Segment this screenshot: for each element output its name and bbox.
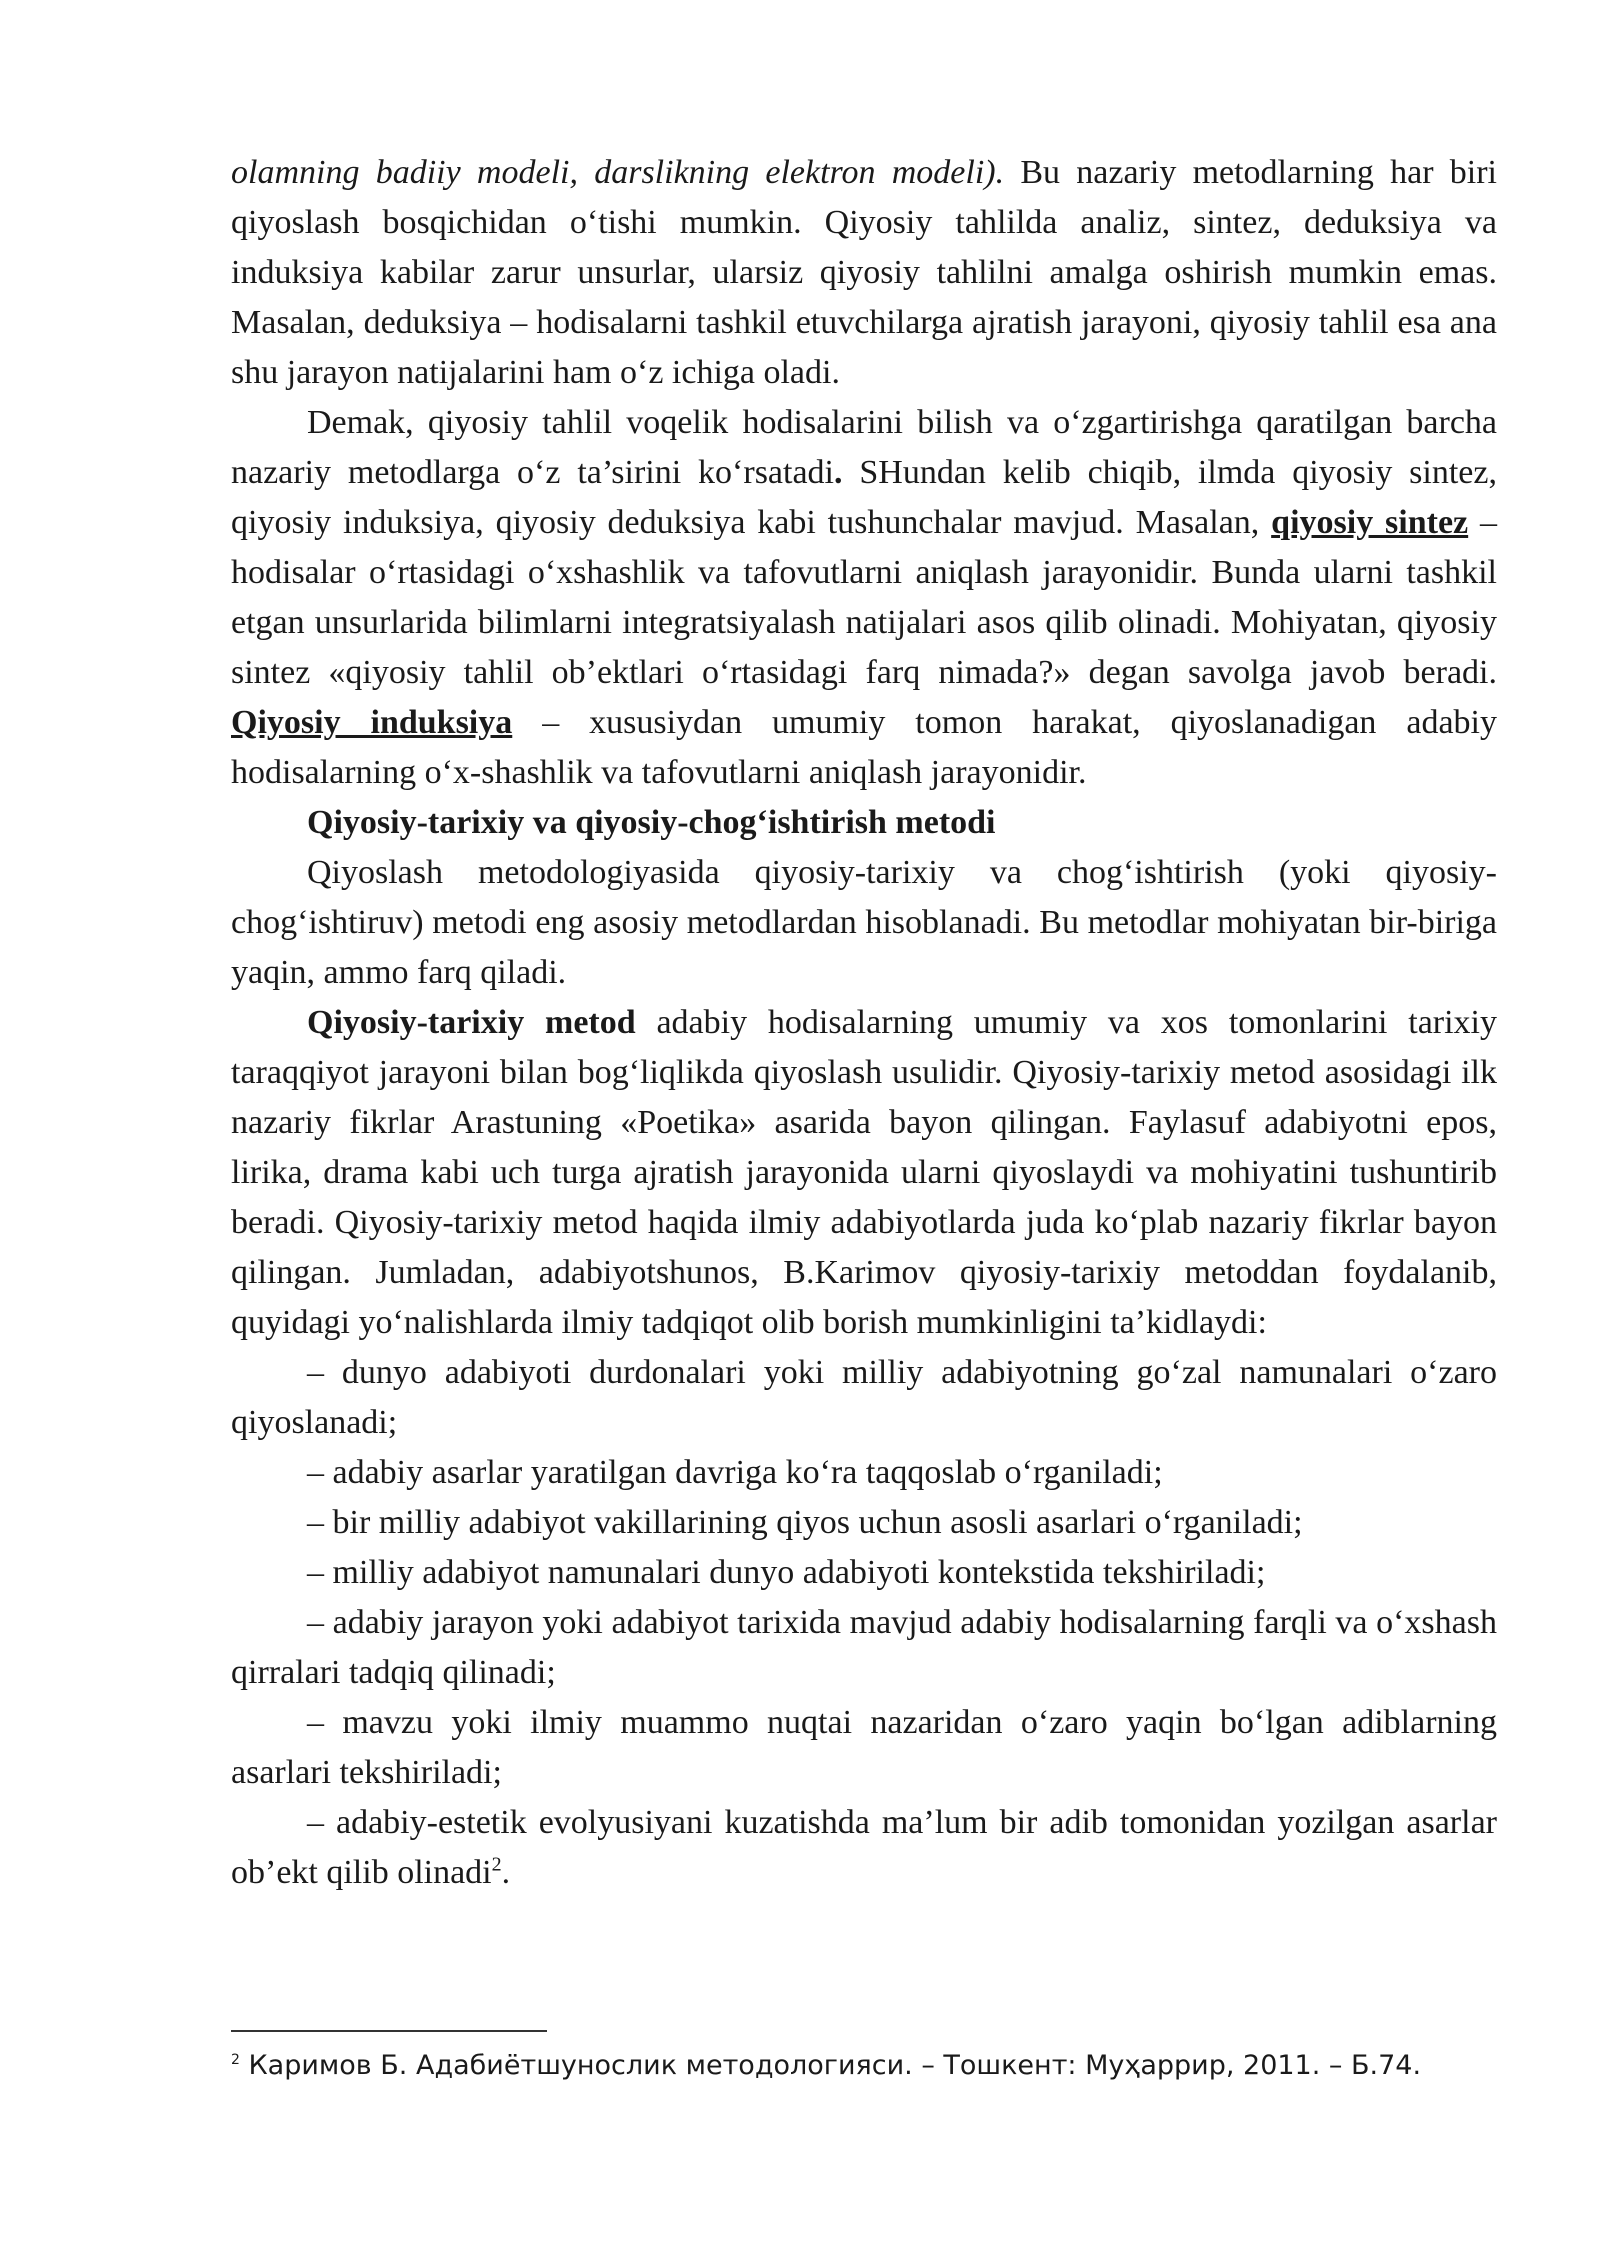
paragraph-1-text: Bu nazariy metodlarning har biri qiyoslash bosqichidan o‘tishi mumkin. Qiyosiy tahlilda analiz, sintez, deduksiya va induksiya kabilar zarur unsurlar, ularsiz qiyosiy tahlilni amalga oshirish mumkin emas. Masalan, deduksiya – hodisalarni tashkil etuvchilarga ajratish jarayoni, qiyosiy tahlil esa ana shu jarayon natijalarini ham o‘z ichiga oladi.	[231, 154, 1497, 391]
footnote-text: Каримов Б. Адабиётшунослик методологияси. – Тошкент: Муҳаррир, 2011. – Б.74.	[239, 2050, 1422, 2081]
term-qiyosiy-sintez: qiyosiy sintez	[1271, 504, 1469, 541]
list-item: – milliy adabiyot namunalari dunyo adabiyoti kontekstida tekshiriladi;	[307, 1554, 1266, 1591]
term-qiyosiy-induksiya: Qiyosiy induksiya	[231, 704, 513, 741]
paragraph-2-text-d: – xususiydan umumiy tomon harakat, qiyoslanadigan adabiy hodisalarning o‘x-shashlik va tafovutlarni aniqlash jarayonidir.	[231, 704, 1497, 791]
paragraph-4	[231, 998, 1497, 1348]
section-heading: Qiyosiy-tarixiy va qiyosiy-chog‘ishtirish metodi	[307, 804, 996, 841]
list-item-last	[231, 1798, 1497, 1898]
paragraph-3: Qiyoslash metodologiyasida qiyosiy-tarixiy va chog‘ishtirish (yoki qiyosiy-chog‘ishtiruv) metodi eng asosiy metodlardan hisoblanadi. Bu metodlar mohiyatan bir-biriga yaqin, ammo farq qiladi.	[231, 854, 1497, 991]
footnote	[231, 2044, 1497, 2088]
list-item: – dunyo adabiyoti durdonalari yoki milliy adabiyotning go‘zal namunalari o‘zaro qiyoslanadi;	[231, 1354, 1497, 1441]
paragraph-2-text-c: – hodisalar o‘rtasidagi o‘xshashlik va tafovutlarni aniqlash jarayonidir. Bunda ularni tashkil etgan unsurlarida bilimlarni integratsiyalash natijalari asos qilib olinadi. Mohiyatan, qiyosiy sintez «qiyosiy tahlil ob’ektlari o‘rtasidagi farq nimada?» degan savolga javob beradi.	[231, 504, 1498, 691]
list-item: – adabiy jarayon yoki adabiyot tarixida mavjud adabiy hodisalarning farqli va o‘xshash qirralari tadqiq qilinadi;	[231, 1604, 1497, 1691]
italic-fragment: olamning badiiy modeli, darslikning elektron modeli).	[231, 154, 1005, 191]
paragraph-2-text-b: SHundan kelib chiqib, ilmda qiyosiy sintez, qiyosiy induksiya, qiyosiy deduksiya kabi tushunchalar mavjud. Masalan,	[231, 454, 1497, 541]
list-item: – adabiy asarlar yaratilgan davriga ko‘ra taqqoslab o‘rganiladi;	[307, 1454, 1163, 1491]
list-item: – mavzu yoki ilmiy muammo nuqtai nazaridan o‘zaro yaqin bo‘lgan adiblarning asarlari tekshiriladi;	[231, 1704, 1497, 1791]
footnote-divider	[231, 2030, 547, 2032]
footnote-reference[interactable]: 2	[491, 1853, 502, 1876]
list-item: – bir milliy adabiyot vakillarining qiyos uchun asosli asarlari o‘rganiladi;	[307, 1504, 1303, 1541]
paragraph-4-text: adabiy hodisalarning umumiy va xos tomonlarini tarixiy taraqqiyot jarayoni bilan bog‘liqlikda qiyoslash usulidir. Qiyosiy-tarixiy metod asosidagi ilk nazariy fikrlar Arastuning «Poetika» asarida bayon qilingan. Faylasuf adabiyotni epos, lirika, drama kabi uch turga ajratish jarayonida ularni qiyoslaydi va mohiyatini tushuntirib beradi. Qiyosiy-tarixiy metod haqida ilmiy adabiyotlarda juda ko‘plab nazariy fikrlar bayon qilingan. Jumladan, adabiyotshunos, B.Karimov qiyosiy-tarixiy metoddan foydalanib, quyidagi yo‘nalishlarda ilmiy tadqiqot olib borish mumkinligini ta’kidlaydi:	[231, 1004, 1498, 1341]
paragraph-1	[231, 148, 1497, 398]
footnote-marker: 2	[231, 2052, 240, 2068]
bold-period: .	[834, 454, 843, 491]
list-item-end: .	[501, 1854, 511, 1891]
list-item-text: – adabiy-estetik evolyusiyani kuzatishda ma’lum bir adib tomonidan yozilgan asarlar ob’ekt qilib olinadi	[231, 1804, 1497, 1891]
paragraph-2-text-a: Demak, qiyosiy tahlil voqelik hodisalarini bilish va o‘zgartirishga qaratilgan barcha nazariy metodlarga o‘z ta’sirini ko‘rsatadi	[231, 404, 1497, 491]
term-qiyosiy-tarixiy-metod: Qiyosiy-tarixiy metod	[307, 1004, 636, 1041]
page-body	[231, 148, 1497, 1898]
paragraph-2	[231, 398, 1497, 798]
